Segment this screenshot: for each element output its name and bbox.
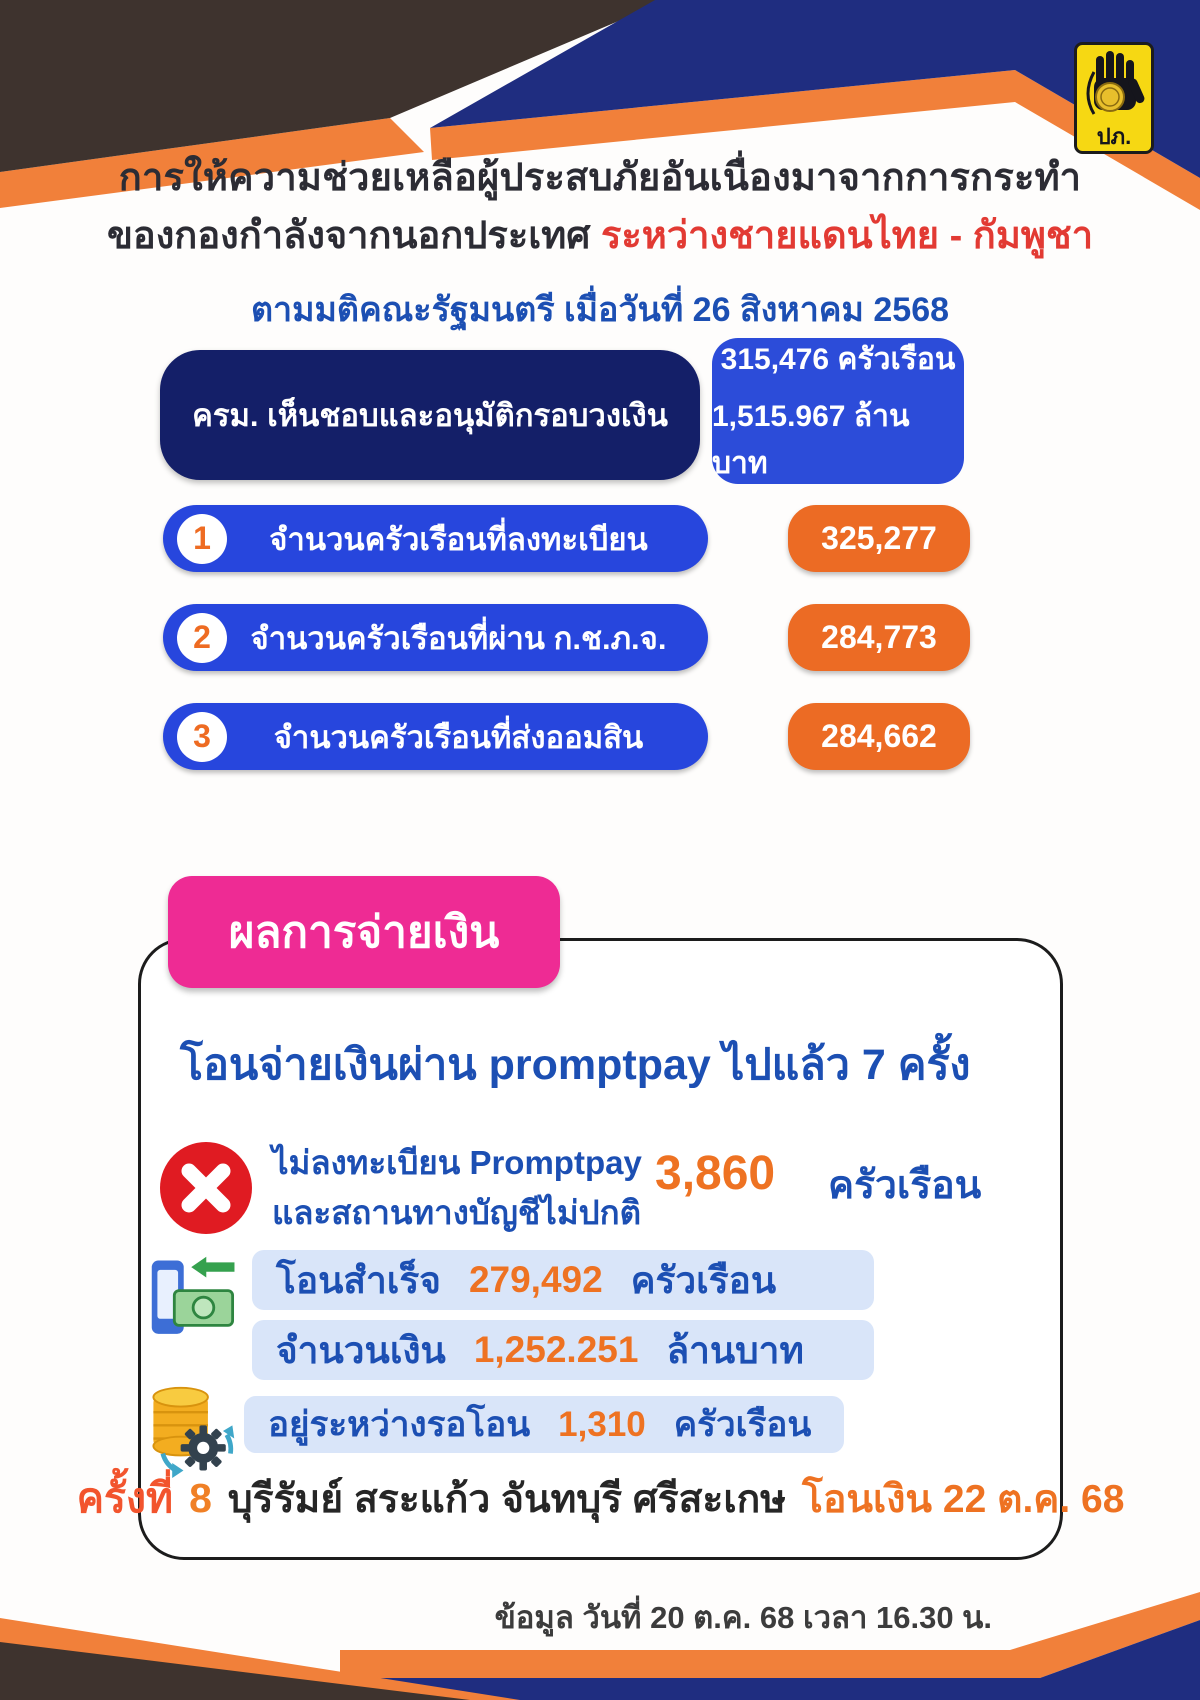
next-round-provinces: บุรีรัมย์ สระแก้ว จันทบุรี ศรีสะเกษ — [227, 1478, 786, 1521]
title-line2-dark: ของกองกำลังจากนอกประเทศ — [106, 215, 591, 257]
transferred-row — [252, 1250, 874, 1310]
amount-value: 1,252.251 — [473, 1329, 639, 1370]
stat-value-sent-to-bank: 284,662 — [788, 703, 970, 770]
pending-unit: ครัวเรือน — [673, 1405, 812, 1444]
not-registered-value: 3,860 — [655, 1147, 776, 1200]
footer-band — [0, 1580, 1200, 1700]
stat-value-registered: 325,277 — [788, 505, 970, 572]
transferred-unit: ครัวเรือน — [630, 1259, 777, 1301]
data-as-of-note: ข้อมูล วันที่ 20 ต.ค. 68 เวลา 16.30 น. — [494, 1600, 992, 1635]
amount-label: จำนวนเงิน — [276, 1329, 446, 1371]
transferred-value: 279,492 — [468, 1259, 603, 1300]
svg-text:ปภ.: ปภ. — [1096, 124, 1132, 149]
poster-title-line1: การให้ความช่วยเหลือผู้ประสบภัยอันเนื่องมาจากการกระทำ — [118, 157, 1082, 199]
approval-households: 315,476 ครัวเรือน — [720, 342, 956, 376]
stat-number-badge: 3 — [177, 712, 227, 762]
stat-label: จำนวนครัวเรือนที่ผ่าน ก.ช.ภ.จ. — [250, 620, 667, 656]
amount-row — [252, 1320, 874, 1380]
approval-label-box — [160, 350, 700, 480]
approval-figures-box — [712, 338, 964, 484]
not-registered-line2: และสถานทางบัญชีไม่ปกติ — [272, 1193, 641, 1231]
next-round-number: 8 — [189, 1475, 212, 1521]
next-round-line — [76, 1466, 1125, 1531]
stat-number-badge: 2 — [177, 613, 227, 663]
x-circle-icon — [158, 1140, 254, 1236]
ddpm-hand-logo-icon — [1074, 42, 1154, 154]
stat-row-registered — [163, 505, 708, 572]
not-registered-label — [272, 1138, 642, 1237]
approval-budget: 1,515.967 ล้านบาท — [712, 399, 910, 480]
stat-row-approved — [163, 604, 708, 671]
promptpay-heading: โอนจ่ายเงินผ่าน promptpay ไปแล้ว 7 ครั้ง — [180, 1041, 971, 1089]
amount-unit: ล้านบาท — [666, 1329, 804, 1371]
cabinet-resolution-subtitle: ตามมติคณะรัฐมนตรี เมื่อวันที่ 26 สิงหาคม 2568 — [250, 291, 950, 329]
stat-row-sent-to-bank — [163, 703, 708, 770]
pending-row — [244, 1396, 844, 1453]
title-line2-red: ระหว่างชายแดนไทย - กัมพูชา — [600, 215, 1094, 257]
money-transfer-icon — [148, 1252, 242, 1348]
transferred-label: โอนสำเร็จ — [276, 1259, 441, 1301]
poster-title-line2 — [0, 204, 1200, 265]
stat-label: จำนวนครัวเรือนที่ลงทะเบียน — [269, 521, 648, 557]
next-round-transfer: โอนเงิน 22 ต.ค. 68 — [802, 1478, 1125, 1521]
next-round-label: ครั้งที่ — [76, 1475, 174, 1521]
pending-value: 1,310 — [558, 1404, 646, 1444]
not-registered-unit: ครัวเรือน — [828, 1164, 982, 1207]
approval-label: ครม. เห็นชอบและอนุมัติกรอบวงเงิน — [192, 398, 668, 433]
not-registered-line1: ไม่ลงทะเบียน Promptpay — [272, 1144, 642, 1181]
footer-band-shapes — [0, 1580, 1200, 1700]
stat-number-badge: 1 — [177, 514, 227, 564]
pending-label: อยู่ระหว่างรอโอน — [268, 1405, 531, 1444]
payment-results-badge: ผลการจ่ายเงิน — [168, 876, 560, 988]
stat-value-approved: 284,773 — [788, 604, 970, 671]
stat-label: จำนวนครัวเรือนที่ส่งออมสิน — [273, 719, 644, 755]
